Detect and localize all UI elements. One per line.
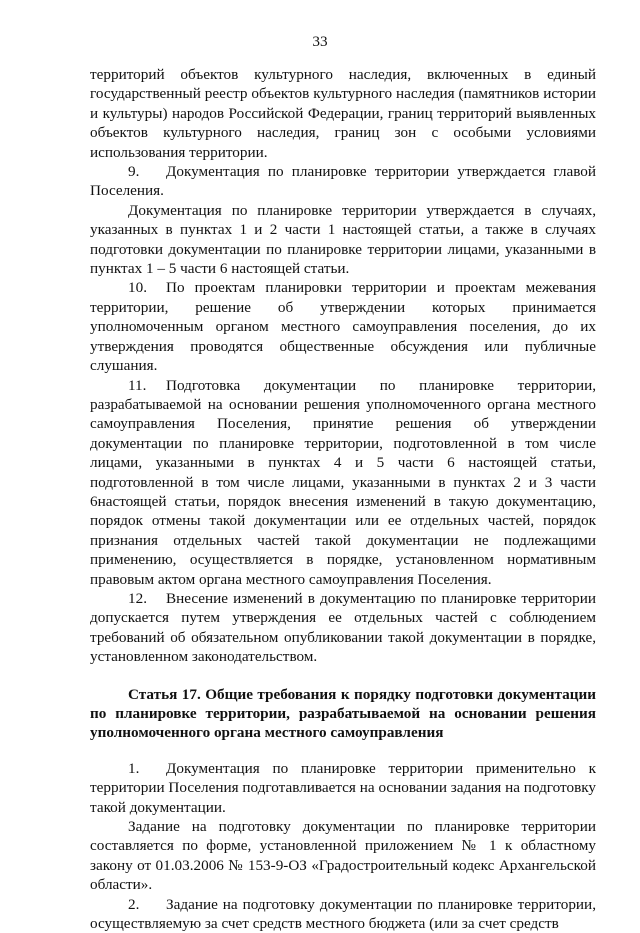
article-heading: Статья 17. Общие требования к порядку подготовки документации по планировке территории, разрабатываемой на основании решения уполномоченного органа местного самоуправления: [90, 685, 596, 742]
paragraph-number: 11.: [128, 376, 147, 394]
paragraph-group-top: [90, 65, 596, 667]
paragraph-number: 2.: [128, 895, 140, 913]
page-number: 33: [312, 33, 328, 50]
paragraph-number: 12.: [128, 589, 147, 607]
paragraph-number: 1.: [128, 759, 140, 777]
paragraph-text: Задание на подготовку документации по планировке территории составляется по форме, установленной приложением № 1 к областному закону от 01.03.2006 № 153-9-ОЗ «Градостроительный кодекс Архангельской области».: [90, 818, 596, 894]
paragraph-text: Документация по планировке территории утверждается главой Поселения.: [90, 163, 596, 200]
paragraph-text: Подготовка документации по планировке территории, разрабатываемой на основании решения уполномоченного органа местного самоуправления Поселения, принятие решения об утверждении документации по планировке территории, подготовленной в том числе лицами, указанными в пунктах 4 и 5 части 6 настоящей статьи, подготовленной в том числе лицами, указанными в пунктах 2 и 3 части 6настоящей статьи, порядок внесения изменений в такую документацию, порядок отмены такой документации или ее отдельных частей, порядок признания отдельных частей такой документации не подлежащими применению, осуществляется в порядке, установленном нормативным правовым актом органа местного самоуправления Поселения.: [90, 376, 596, 588]
paragraph-group-bottom: [90, 759, 596, 933]
paragraph: [90, 589, 596, 667]
paragraph: [90, 278, 596, 375]
paragraph-text: Документация по планировке территории применительно к территории Поселения подготавливается на основании задания на подготовку такой документации.: [90, 759, 596, 816]
paragraph-number: 10.: [128, 279, 147, 297]
document-body: [90, 65, 596, 933]
paragraph-text: По проектам планировки территории и проектам межевания территории, решение об утверждении которых принимается уполномоченным органом местного самоуправления поселения, до их утверждения проводятся общественные обсуждения или публичные слушания.: [90, 279, 596, 375]
paragraph: [90, 817, 596, 895]
paragraph: [90, 162, 596, 201]
paragraph-text: Внесение изменений в документацию по планировке территории допускается путем утверждения ее отдельных частей с соблюдением требований об обязательном опубликовании такой документации в порядке, установленном законодательством.: [90, 589, 596, 666]
paragraph: [90, 201, 596, 279]
paragraph: [90, 759, 596, 817]
paragraph: [90, 895, 596, 933]
paragraph-number: 9.: [128, 163, 140, 181]
paragraph: [90, 65, 596, 162]
paragraph-text: Задание на подготовку документации по планировке территории, осуществляемую за счет средств местного бюджета (или за счет средств: [90, 895, 596, 933]
paragraph-text: территорий объектов культурного наследия, включенных в единый государственный реестр объектов культурного наследия (памятников истории и культуры) народов Российской Федерации, границ территорий выявленных объектов культурного наследия, границ зон с особыми условиями использования территории.: [90, 66, 596, 161]
paragraph-text: Документация по планировке территории утверждается в случаях, указанных в пунктах 1 и 2 части 1 настоящей статьи, а также в случаях подготовки документации по планировке территории лицами, указанными в пунктах 1 – 5 части 6 настоящей статьи.: [90, 201, 596, 278]
paragraph: [90, 376, 596, 589]
